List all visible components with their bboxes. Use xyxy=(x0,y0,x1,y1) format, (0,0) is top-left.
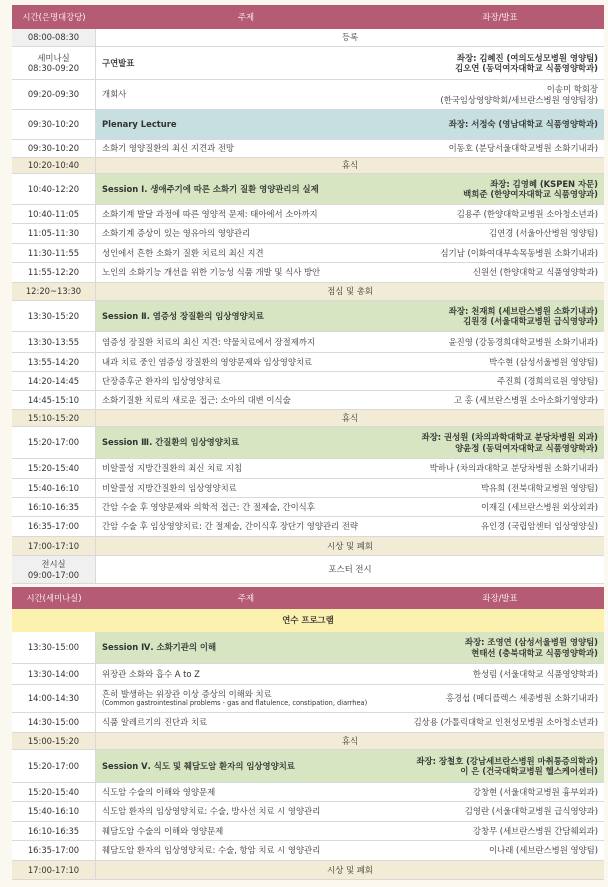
topic-text: Session Ⅲ. 간질환의 임상영양치료 xyxy=(102,437,240,448)
speaker-cell xyxy=(416,750,604,782)
speaker-line: 좌장: 김영혜 (KSPEN 자문) xyxy=(490,178,598,189)
topic-cell xyxy=(96,841,489,860)
topic-cell xyxy=(96,459,430,478)
speaker-line: 좌장: 천재희 (세브란스병원 소화기내과) xyxy=(448,305,598,316)
topic-text: Plenary Lecture xyxy=(102,119,177,130)
program-banner xyxy=(12,609,604,632)
table-row xyxy=(12,713,604,733)
table-row xyxy=(12,822,604,841)
time-line: 09:00-17:00 xyxy=(27,569,80,580)
table-row xyxy=(12,29,604,47)
time-cell: 15:20-17:00 xyxy=(12,750,96,782)
time-cell: 15:40-16:10 xyxy=(12,802,96,821)
speaker-line: 신원선 (한양대학교 식품영양학과) xyxy=(472,267,598,278)
topic-cell xyxy=(96,244,441,262)
topic-text: 구연발표 xyxy=(102,57,135,68)
speaker-cell xyxy=(489,841,604,860)
speaker-cell xyxy=(473,664,604,684)
break-row xyxy=(12,537,604,556)
topic-cell xyxy=(96,283,604,300)
topic-text: 간암 수술 후 임상영양치료: 간 절제술, 간이식후 장단기 영양관리 전략 xyxy=(102,521,358,532)
session-row xyxy=(12,632,604,664)
topic-cell xyxy=(96,80,440,109)
time-cell: 13:55-14:20 xyxy=(12,353,96,371)
topic-text: 소화기계 발달 과정에 따른 영양적 문제: 태아에서 소아까지 xyxy=(102,208,318,219)
time-cell: 08:00-08:30 xyxy=(12,29,96,46)
time-cell: 16:10-16:35 xyxy=(12,498,96,516)
time-cell: 11:55-12:20 xyxy=(12,263,96,282)
speaker-cell xyxy=(465,632,604,663)
topic-text: 위장관 소화와 흡수 A to Z xyxy=(102,668,200,679)
speaker-line: 강창무 (세브란스병원 간담췌외과) xyxy=(472,825,598,836)
topic-text: 노인의 소화기능 개선을 위한 기능성 식품 개발 및 식사 방안 xyxy=(102,267,321,278)
speaker-line: 고 홍 (세브란스병원 소아소화기영양과) xyxy=(454,394,598,405)
table-row xyxy=(12,353,604,372)
speaker-cell xyxy=(497,372,604,390)
topic-text: Session Ⅴ. 식도 및 췌담도암 환자의 임상영양치료 xyxy=(102,760,295,771)
topic-cell xyxy=(96,110,449,139)
speaker-cell xyxy=(481,498,604,516)
topic-cell xyxy=(96,802,465,821)
speaker-line: 박유희 (전북대학교병원 영양팀) xyxy=(480,482,598,493)
time-line: 08:30-09:20 xyxy=(27,63,80,73)
speaker-line: 홍경섭 (메디플렉스 세종병원 소화기내과) xyxy=(445,693,598,704)
time-cell: 15:40-16:10 xyxy=(12,479,96,497)
speaker-line: 김오연 (동덕여자대학교 식품영양학과) xyxy=(455,63,598,73)
time-cell: 14:30-15:00 xyxy=(12,713,96,732)
topic-text: 시상 및 폐회 xyxy=(327,540,373,551)
topic-text: 휴식 xyxy=(341,735,359,746)
topic-text: Session Ⅱ. 염증성 장질환의 임상영양치료 xyxy=(102,310,264,321)
topic-text: 간암 수술 후 영양문제와 의학적 접근: 간 절제술, 간이식후 xyxy=(102,501,315,512)
table-row xyxy=(12,459,604,479)
speaker-line: 좌장: 김혜진 (여의도성모병원 영양팀) xyxy=(456,52,598,63)
table-row xyxy=(12,841,604,861)
speaker-line: 유인경 (국립암센터 임상영양실) xyxy=(480,521,598,532)
table-header xyxy=(12,5,604,29)
table-row xyxy=(12,685,604,713)
time-cell: 14:00-14:30 xyxy=(12,685,96,712)
time-cell: 13:30-14:00 xyxy=(12,664,96,684)
table-row xyxy=(12,224,604,244)
table-row xyxy=(12,205,604,224)
topic-text: 개회사 xyxy=(102,89,127,100)
topic-cell xyxy=(96,822,473,840)
speaker-cell xyxy=(441,244,604,262)
speaker-line: 이나래 (세브란스병원 영양팀) xyxy=(489,845,598,856)
topic-text: 휴식 xyxy=(341,412,359,423)
speaker-line: 박수현 (삼성서울병원 영양팀) xyxy=(489,356,598,367)
topic-cell xyxy=(96,783,473,801)
speaker-line: 강창현 (서울대학교병원 흉부외과) xyxy=(472,786,598,797)
topic-cell xyxy=(96,479,481,497)
time-cell: 15:20-15:40 xyxy=(12,459,96,478)
table-row xyxy=(12,517,604,537)
topic-cell xyxy=(96,713,414,732)
topic-cell xyxy=(96,498,481,516)
speaker-line: 이송미 학회장 xyxy=(546,84,598,94)
header-speaker: 좌장/발표 xyxy=(482,592,518,603)
time-cell: 09:20-09:30 xyxy=(12,80,96,109)
topic-cell xyxy=(96,685,446,712)
time-cell: 16:35-17:00 xyxy=(12,841,96,860)
table-row xyxy=(12,783,604,802)
time-cell: 15:20-15:40 xyxy=(12,783,96,801)
topic-cell xyxy=(96,733,604,749)
speaker-cell xyxy=(457,205,604,223)
topic-cell xyxy=(96,427,422,458)
speaker-cell xyxy=(473,783,604,801)
time-cell xyxy=(12,556,96,583)
topic-cell xyxy=(96,537,604,555)
speaker-cell xyxy=(481,517,604,536)
time-cell: 11:05-11:30 xyxy=(12,224,96,243)
time-cell: 17:00-17:10 xyxy=(12,861,96,879)
speaker-line: 김상용 (가톨릭대학교 인천성모병원 소아청소년과) xyxy=(413,717,598,728)
speaker-cell xyxy=(440,80,604,109)
speaker-line: 좌장: 조영연 (삼성서울병원 영양팀) xyxy=(464,637,598,647)
topic-text: 휴식 xyxy=(341,160,359,171)
time-cell: 10:40-12:20 xyxy=(12,174,96,204)
speaker-line: 좌장: 서정숙 (영남대학교 식품영양학과) xyxy=(448,119,598,130)
topic-cell xyxy=(96,556,604,583)
speaker-cell xyxy=(422,427,604,458)
time-cell: 10:20-10:40 xyxy=(12,158,96,173)
topic-text: 소화기 영양질환의 최신 지견과 전망 xyxy=(102,143,235,154)
topic-text: 시상 및 폐회 xyxy=(327,864,373,875)
speaker-line: 김용주 (한양대학교병원 소아청소년과) xyxy=(456,208,598,219)
topic-cell xyxy=(96,47,455,79)
speaker-cell xyxy=(481,479,604,497)
topic-text: 등록 xyxy=(341,32,359,43)
time-cell: 10:40-11:05 xyxy=(12,205,96,223)
table-header xyxy=(12,587,604,609)
topic-cell xyxy=(96,517,481,536)
time-cell: 12:20~13:30 xyxy=(12,283,96,300)
topic-cell xyxy=(96,29,604,46)
time-cell: 14:45-15:10 xyxy=(12,391,96,409)
speaker-line: 한성림 (서울대학교 식품영양학과) xyxy=(472,668,598,679)
topic-subtext: (Common gastrointestinal problems - gas and flatulence, constipation, diarrhea) xyxy=(102,699,368,708)
header-topic: 주제 xyxy=(237,592,255,603)
header-speaker: 좌장/발표 xyxy=(482,11,518,22)
speaker-cell xyxy=(473,822,604,840)
speaker-line: 박하나 (차의과대학교 분당차병원 소화기내과) xyxy=(429,463,598,474)
topic-cell xyxy=(96,263,473,282)
speaker-line: 김원경 (서울대학교병원 급식영양과) xyxy=(463,316,598,326)
table-row xyxy=(12,110,604,140)
session-row xyxy=(12,174,604,205)
topic-cell xyxy=(96,205,457,223)
topic-text: 비알콜성 지방간질환의 최신 치료 지침 xyxy=(102,463,243,474)
time-cell: 15:20-17:00 xyxy=(12,427,96,458)
time-cell: 13:30-15:20 xyxy=(12,301,96,331)
speaker-cell xyxy=(449,110,604,139)
time-cell: 15:10-15:20 xyxy=(12,410,96,426)
break-row xyxy=(12,410,604,427)
speaker-line: 좌장: 장철호 (강남세브란스병원 마취통증의학과) xyxy=(416,755,598,766)
speaker-line: 현태선 (충북대학교 식품영양학과) xyxy=(471,647,598,658)
table-row xyxy=(12,479,604,498)
header-time: 시간(은명대강당) xyxy=(22,11,86,22)
break-row xyxy=(12,861,604,880)
topic-cell xyxy=(96,750,416,782)
topic-text: 췌담도암 수술의 이해와 영양문제 xyxy=(102,825,224,836)
time-line: 세미나실 xyxy=(37,52,70,63)
speaker-cell xyxy=(430,459,604,478)
speaker-line: 좌장: 권성원 (차의과학대학교 분당차병원 외과) xyxy=(421,432,598,442)
topic-cell xyxy=(96,158,604,173)
table-row xyxy=(12,140,604,158)
speaker-line: 윤진영 (강동경희대학교병원 소화기내과) xyxy=(448,336,598,347)
topic-text: 성인에서 흔한 소화기 질환 치료의 최신 지견 xyxy=(102,247,264,258)
speaker-cell xyxy=(465,802,604,821)
break-row xyxy=(12,283,604,301)
time-cell xyxy=(12,47,96,79)
topic-cell xyxy=(96,140,449,157)
topic-text: 흔히 발생하는 위장관 이상 증상의 이해와 치료 xyxy=(102,688,272,699)
time-cell: 13:30-13:55 xyxy=(12,332,96,352)
table-row xyxy=(12,664,604,685)
topic-cell xyxy=(96,664,473,684)
break-row xyxy=(12,158,604,174)
speaker-line: 백희준 (한양여자대학교 식품영양과) xyxy=(463,189,598,199)
topic-text: 식품 알레르기의 진단과 치료 xyxy=(102,717,208,728)
speaker-cell xyxy=(446,685,604,712)
time-cell: 09:30-10:20 xyxy=(12,110,96,139)
topic-text: 소화기계 증상이 있는 영유아의 영양관리 xyxy=(102,228,251,239)
topic-text: Session Ⅰ. 생애주기에 따른 소화기 질환 영양관리의 실제 xyxy=(102,183,319,194)
topic-cell xyxy=(96,391,454,409)
speaker-cell xyxy=(449,332,604,352)
topic-text: 소화기질환 치료의 새로운 접근: 소아의 대변 이식술 xyxy=(102,394,291,405)
table-row xyxy=(12,498,604,517)
header-time: 시간(세미나실) xyxy=(26,592,82,603)
speaker-cell xyxy=(489,353,604,371)
speaker-cell xyxy=(463,174,604,204)
speaker-line: 심기남 (이화여대부속목동병원 소화기내과) xyxy=(440,247,598,258)
table-row xyxy=(12,391,604,410)
table-row xyxy=(12,372,604,391)
speaker-cell xyxy=(449,140,604,157)
topic-cell xyxy=(96,332,449,352)
table-row xyxy=(12,332,604,353)
table-row xyxy=(12,556,604,584)
speaker-cell xyxy=(473,263,604,282)
speaker-line: 양윤정 (동덕여자대학교 식품영양학과) xyxy=(455,442,598,453)
time-cell: 11:30-11:55 xyxy=(12,244,96,262)
time-cell: 13:30-15:00 xyxy=(12,632,96,663)
time-cell: 09:30-10:20 xyxy=(12,140,96,157)
speaker-cell xyxy=(455,47,604,79)
topic-text: 염증성 장질환 치료의 최신 지견: 약물치료에서 장절제까지 xyxy=(102,336,315,347)
session-row xyxy=(12,750,604,783)
time-line: 전시실 xyxy=(41,559,66,569)
topic-text: 식도암 환자의 임상영양치료: 수술, 방사선 치료 시 영양관리 xyxy=(102,806,321,817)
topic-text: 단장증후군 환자의 임상영양치료 xyxy=(102,375,221,386)
topic-cell xyxy=(96,410,604,426)
topic-cell xyxy=(96,632,465,663)
speaker-line: 이 은 (건국대학교병원 헬스케어센터) xyxy=(460,766,598,776)
topic-text: 식도암 수술의 이해와 영양문제 xyxy=(102,786,216,797)
topic-text: 췌담도암 환자의 임상영양치료: 수술, 항암 치료 시 영양관리 xyxy=(102,845,321,856)
session-row xyxy=(12,301,604,332)
speaker-line: (한국임상영양학회/세브란스병원 영양팀장) xyxy=(440,94,598,105)
time-cell: 16:35-17:00 xyxy=(12,517,96,536)
break-row xyxy=(12,733,604,750)
table-row xyxy=(12,80,604,110)
topic-cell xyxy=(96,174,463,204)
topic-cell xyxy=(96,861,604,879)
time-cell: 15:00-15:20 xyxy=(12,733,96,749)
topic-cell xyxy=(96,301,449,331)
topic-text: Session Ⅳ. 소화기관의 이해 xyxy=(102,642,217,653)
table-row xyxy=(12,802,604,822)
speaker-cell xyxy=(489,224,604,243)
topic-cell xyxy=(96,372,497,390)
table-row xyxy=(12,47,604,80)
speaker-cell xyxy=(454,391,604,409)
header-topic: 주제 xyxy=(237,11,255,22)
topic-cell xyxy=(96,224,489,243)
table-row xyxy=(12,263,604,283)
speaker-line: 이동호 (분당서울대학교병원 소화기내과) xyxy=(448,143,598,154)
topic-cell xyxy=(96,353,489,371)
speaker-line: 주진희 (경희의료원 영양팀) xyxy=(497,375,598,386)
speaker-line: 이재길 (세브란스병원 외상외과) xyxy=(480,501,598,512)
topic-text: 포스터 전시 xyxy=(328,564,372,575)
topic-text: 내과 치료 중인 염증성 장질환의 영양문제와 임상영양치료 xyxy=(102,356,313,367)
table-row xyxy=(12,244,604,263)
topic-text: 비알콜성 지방간질환의 임상영양치료 xyxy=(102,482,237,493)
session-row xyxy=(12,427,604,459)
time-cell: 17:00-17:10 xyxy=(12,537,96,555)
time-cell: 16:10-16:35 xyxy=(12,822,96,840)
banner-text: 연수 프로그램 xyxy=(282,615,334,626)
topic-text: 점심 및 총회 xyxy=(327,286,373,297)
speaker-line: 김영란 (서울대학교병원 급식영양과) xyxy=(464,806,598,817)
speaker-line: 김연경 (서울아산병원 영양팀) xyxy=(489,228,598,239)
time-cell: 14:20-14:45 xyxy=(12,372,96,390)
speaker-cell xyxy=(449,301,604,331)
speaker-cell xyxy=(414,713,604,732)
